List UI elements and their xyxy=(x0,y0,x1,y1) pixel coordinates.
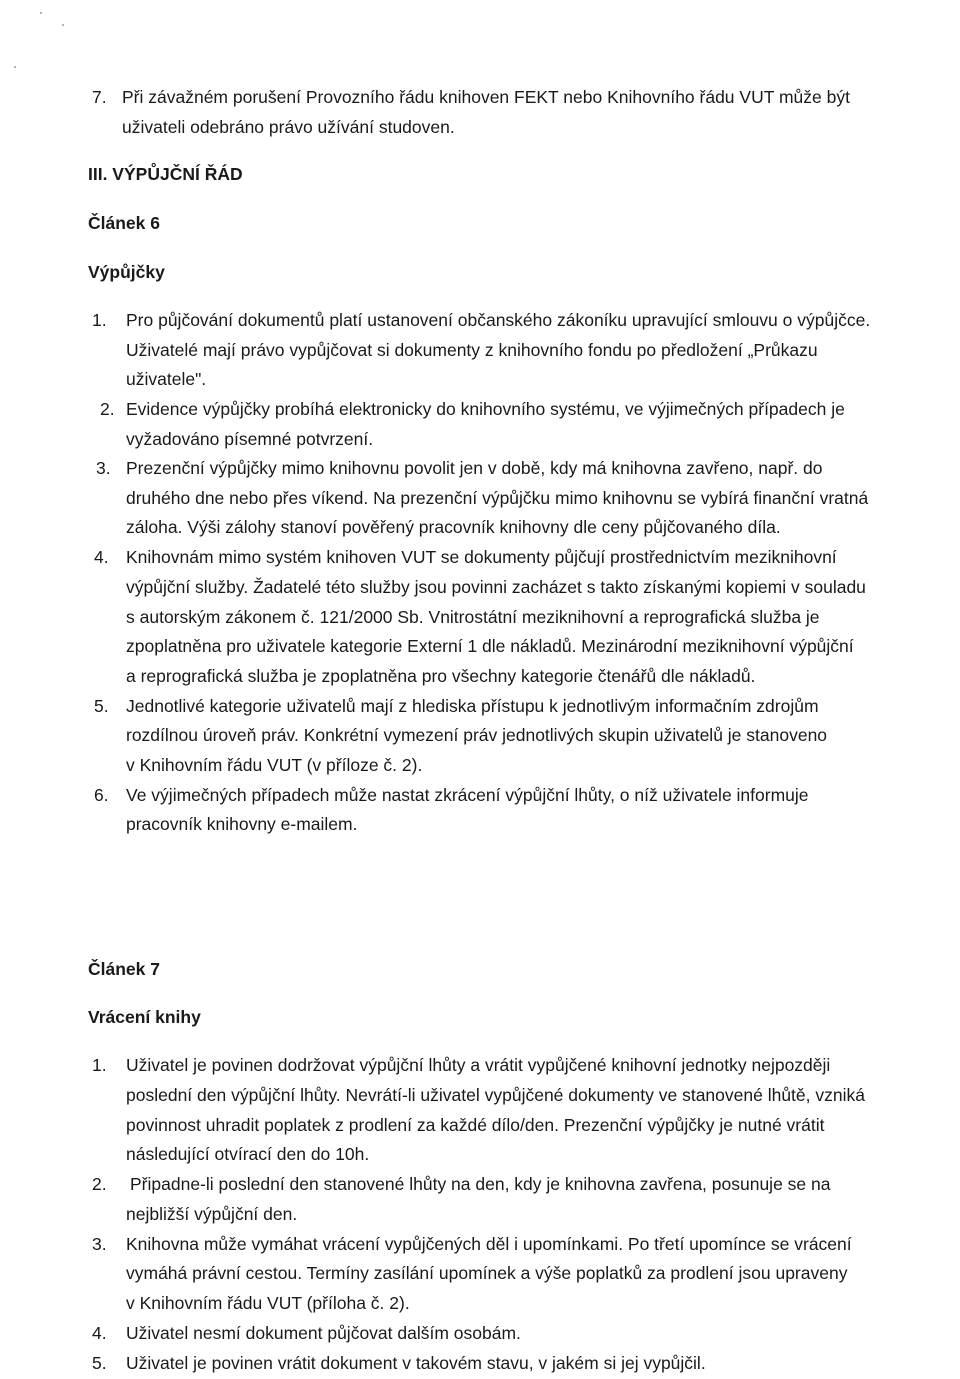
list-item-line: Při závažném porušení Provozního řádu knihoven FEKT nebo Knihovního řádu VUT může být xyxy=(122,87,850,107)
list-item-line: povinnost uhradit poplatek z prodlení za každé dílo/den. Prezenční výpůjčky je nutné vrátit xyxy=(126,1115,825,1135)
list-item-number: 2. xyxy=(100,399,115,419)
list-item-number: 1. xyxy=(92,310,107,330)
scan-speck xyxy=(62,24,64,26)
list-item-line: Připadne-li poslední den stanovené lhůty na den, kdy je knihovna zavřena, posunuje se na xyxy=(130,1174,831,1194)
list-item-number: 4. xyxy=(92,1323,107,1343)
list-item-line: a reprografická služba je zpoplatněna pro všechny kategorie čtenářů dle nákladů. xyxy=(126,666,756,686)
list-item-number: 1. xyxy=(92,1055,107,1075)
list-item-number: 7. xyxy=(92,87,107,107)
list-item-line: uživatele". xyxy=(126,369,207,389)
list-item-line: Jednotlivé kategorie uživatelů mají z hlediska přístupu k jednotlivým informačním zdrojům xyxy=(126,696,819,716)
list-item-line: Knihovna může vymáhat vrácení vypůjčených děl i upomínkami. Po třetí upomínce se vrácení xyxy=(126,1234,852,1254)
list-item-number: 3. xyxy=(92,1234,107,1254)
list-item-line: rozdílnou úroveň práv. Konkrétní vymezení práv jednotlivých skupin uživatelů je stanoveno xyxy=(126,725,828,745)
list-item-number: 4. xyxy=(94,547,109,567)
article-7-label: Článek 7 xyxy=(88,959,160,979)
list-item-line: vyžadováno písemné potvrzení. xyxy=(126,429,374,449)
list-item-line: poslední den výpůjční lhůty. Nevrátí-li uživatel vypůjčené dokumenty ve stanovené lhůtě, vzniká xyxy=(126,1085,865,1105)
list-item-line: druhého dne nebo přes víkend. Na prezenční výpůjčku mimo knihovnu se vybírá finanční vratná xyxy=(126,488,869,508)
list-item-line: Uživatelé mají právo vypůjčovat si dokumenty z knihovního fondu po předložení „Průkazu xyxy=(126,340,818,360)
list-item-line: v Knihovním řádu VUT (v příloze č. 2). xyxy=(126,755,423,775)
scan-speck xyxy=(40,12,42,14)
list-item-line: uživateli odebráno právo užívání studoven. xyxy=(122,117,455,137)
list-item-line: výpůjční služby. Žadatelé této služby jsou povinni zacházet s takto získanými kopiemi v souladu xyxy=(126,577,866,597)
list-item-line: Uživatel je povinen dodržovat výpůjční lhůty a vrátit vypůjčené knihovní jednotky nejpozději xyxy=(126,1055,831,1075)
scan-speck xyxy=(14,66,16,68)
list-item-line: následující otvírací den do 10h. xyxy=(126,1144,370,1164)
list-item-line: záloha. Výši zálohy stanoví pověřený pracovník knihovny dle ceny půjčovaného díla. xyxy=(126,517,781,537)
list-item-line: Knihovnám mimo systém knihoven VUT se dokumenty půjčují prostřednictvím meziknihovní xyxy=(126,547,837,567)
list-item-line: Prezenční výpůjčky mimo knihovnu povolit jen v době, kdy má knihovna zavřeno, např. do xyxy=(126,458,823,478)
list-item-number: 5. xyxy=(92,1353,107,1373)
article-6-label: Článek 6 xyxy=(88,213,160,233)
list-item-line: vymáhá právní cestou. Termíny zasílání upomínek a výše poplatků za prodlení jsou upraveny xyxy=(126,1263,848,1283)
list-item-line: s autorským zákonem č. 121/2000 Sb. Vnitrostátní meziknihovní a reprografická služba je xyxy=(126,607,820,627)
list-item-line: Evidence výpůjčky probíhá elektronicky do knihovního systému, ve výjimečných případech je xyxy=(126,399,845,419)
list-item-line: v Knihovním řádu VUT (příloha č. 2). xyxy=(126,1293,410,1313)
list-item-line: Ve výjimečných případech může nastat zkrácení výpůjční lhůty, o níž uživatele informuje xyxy=(126,785,809,805)
list-item-number: 2. xyxy=(92,1174,107,1194)
article-6-title: Výpůjčky xyxy=(88,262,165,282)
list-item-line: zpoplatněna pro uživatele kategorie Externí 1 dle nákladů. Mezinárodní meziknihovní výpůjční xyxy=(126,636,854,656)
list-item-line: Uživatel je povinen vrátit dokument v takovém stavu, v jakém si jej vypůjčil. xyxy=(126,1353,706,1373)
list-item-line: nejbližší výpůjční den. xyxy=(126,1204,298,1224)
list-item-number: 6. xyxy=(94,785,109,805)
list-item-number: 3. xyxy=(96,458,111,478)
list-item-line: pracovník knihovny e-mailem. xyxy=(126,814,358,834)
section-heading: III. VÝPŮJČNÍ ŘÁD xyxy=(88,164,243,184)
article-7-title: Vrácení knihy xyxy=(88,1007,201,1027)
list-item-line: Uživatel nesmí dokument půjčovat dalším osobám. xyxy=(126,1323,521,1343)
list-item-line: Pro půjčování dokumentů platí ustanovení občanského zákoníku upravující smlouvu o výpůjčce. xyxy=(126,310,871,330)
list-item-number: 5. xyxy=(94,696,109,716)
